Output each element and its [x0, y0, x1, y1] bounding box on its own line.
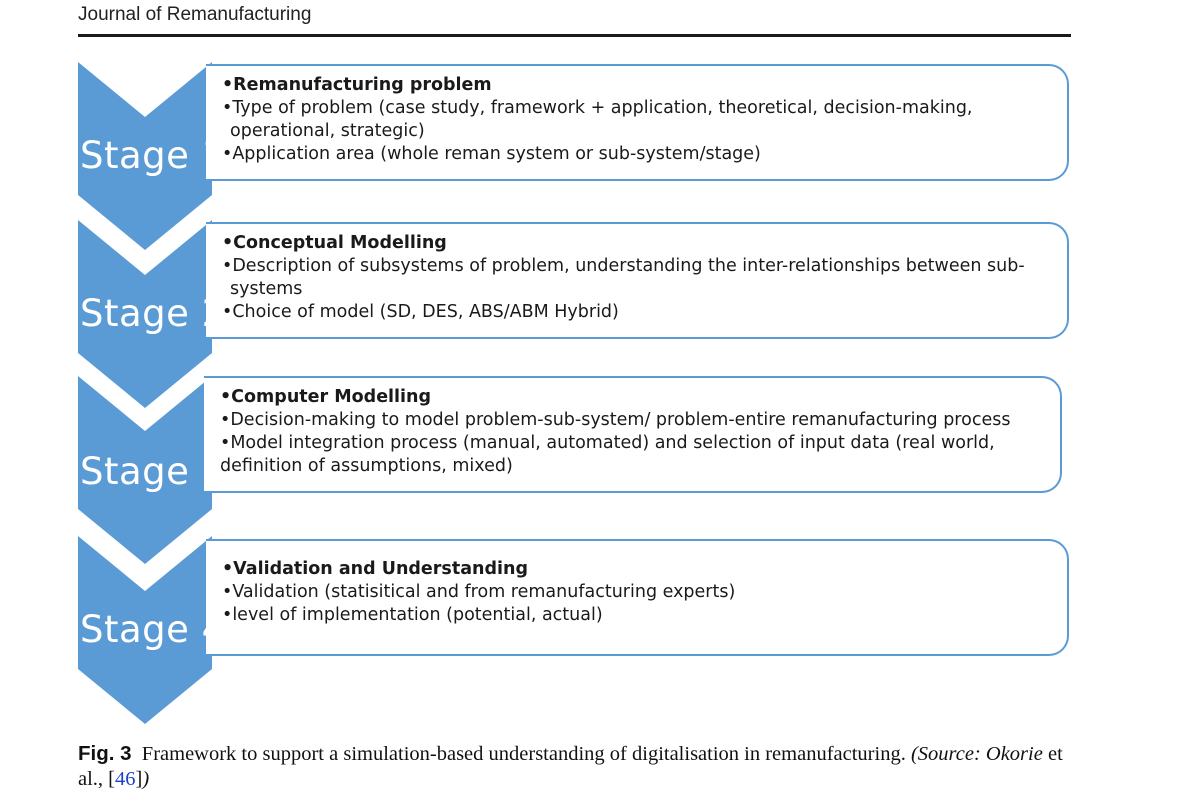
stage-3-label: Stage 3 [80, 450, 226, 493]
stage-3-item: •Model integration process (manual, automated) and selection of input data (real world, [220, 433, 995, 453]
stage-1-item: •Type of problem (case study, framework + application, theoretical, decision-making, [222, 98, 973, 118]
stage-4-title: •Validation and Understanding [222, 559, 528, 579]
figure-caption [78, 741, 1078, 792]
stage-2-box [206, 222, 1069, 339]
journal-title: Journal of Remanufacturing [78, 4, 312, 25]
stage-1-title: •Remanufacturing problem [222, 75, 492, 95]
stage-4-item: •level of implementation (potential, actual) [222, 605, 603, 625]
caption-etal: et al., [78, 743, 1063, 790]
reference-link[interactable]: 46 [115, 768, 136, 790]
stage-4-label: Stage 4 [80, 608, 226, 651]
caption-source-prefix: (Source: [910, 743, 981, 765]
stage-1-label: Stage 1 [80, 134, 226, 177]
caption-text: Framework to support a simulation-based understanding of digitalisation in remanufacturing. [141, 743, 906, 765]
stage-1-box [206, 64, 1069, 181]
stage-3-item: •Decision-making to model problem-sub-system/ problem-entire remanufacturing process [220, 410, 1011, 430]
stage-3-item: definition of assumptions, mixed) [220, 456, 513, 476]
stage-2-item: •Choice of model (SD, DES, ABS/ABM Hybrid) [222, 302, 619, 322]
stage-1-item: •Application area (whole reman system or sub-system/stage) [222, 144, 761, 164]
stage-1-item: operational, strategic) [230, 121, 425, 141]
figure-number: Fig. 3 [78, 742, 132, 765]
stage-2-label: Stage 2 [80, 292, 226, 335]
stage-4-box [206, 539, 1069, 656]
stage-3-box [204, 376, 1062, 493]
stage-2-item: •Description of subsystems of problem, understanding the inter-relationships between sub- [222, 256, 1025, 276]
stage-2-title: •Conceptual Modelling [222, 233, 447, 253]
stage-4-item: •Validation (statisitical and from remanufacturing experts) [222, 582, 736, 602]
caption-ref-open: [ [108, 768, 115, 790]
caption-author: Okorie [985, 743, 1043, 765]
header-rule [78, 34, 1071, 37]
caption-source-suffix: ) [142, 768, 150, 790]
stage-2-item: systems [230, 279, 303, 299]
caption-ref-close: ] [135, 768, 143, 790]
stage-3-title: •Computer Modelling [220, 387, 432, 407]
